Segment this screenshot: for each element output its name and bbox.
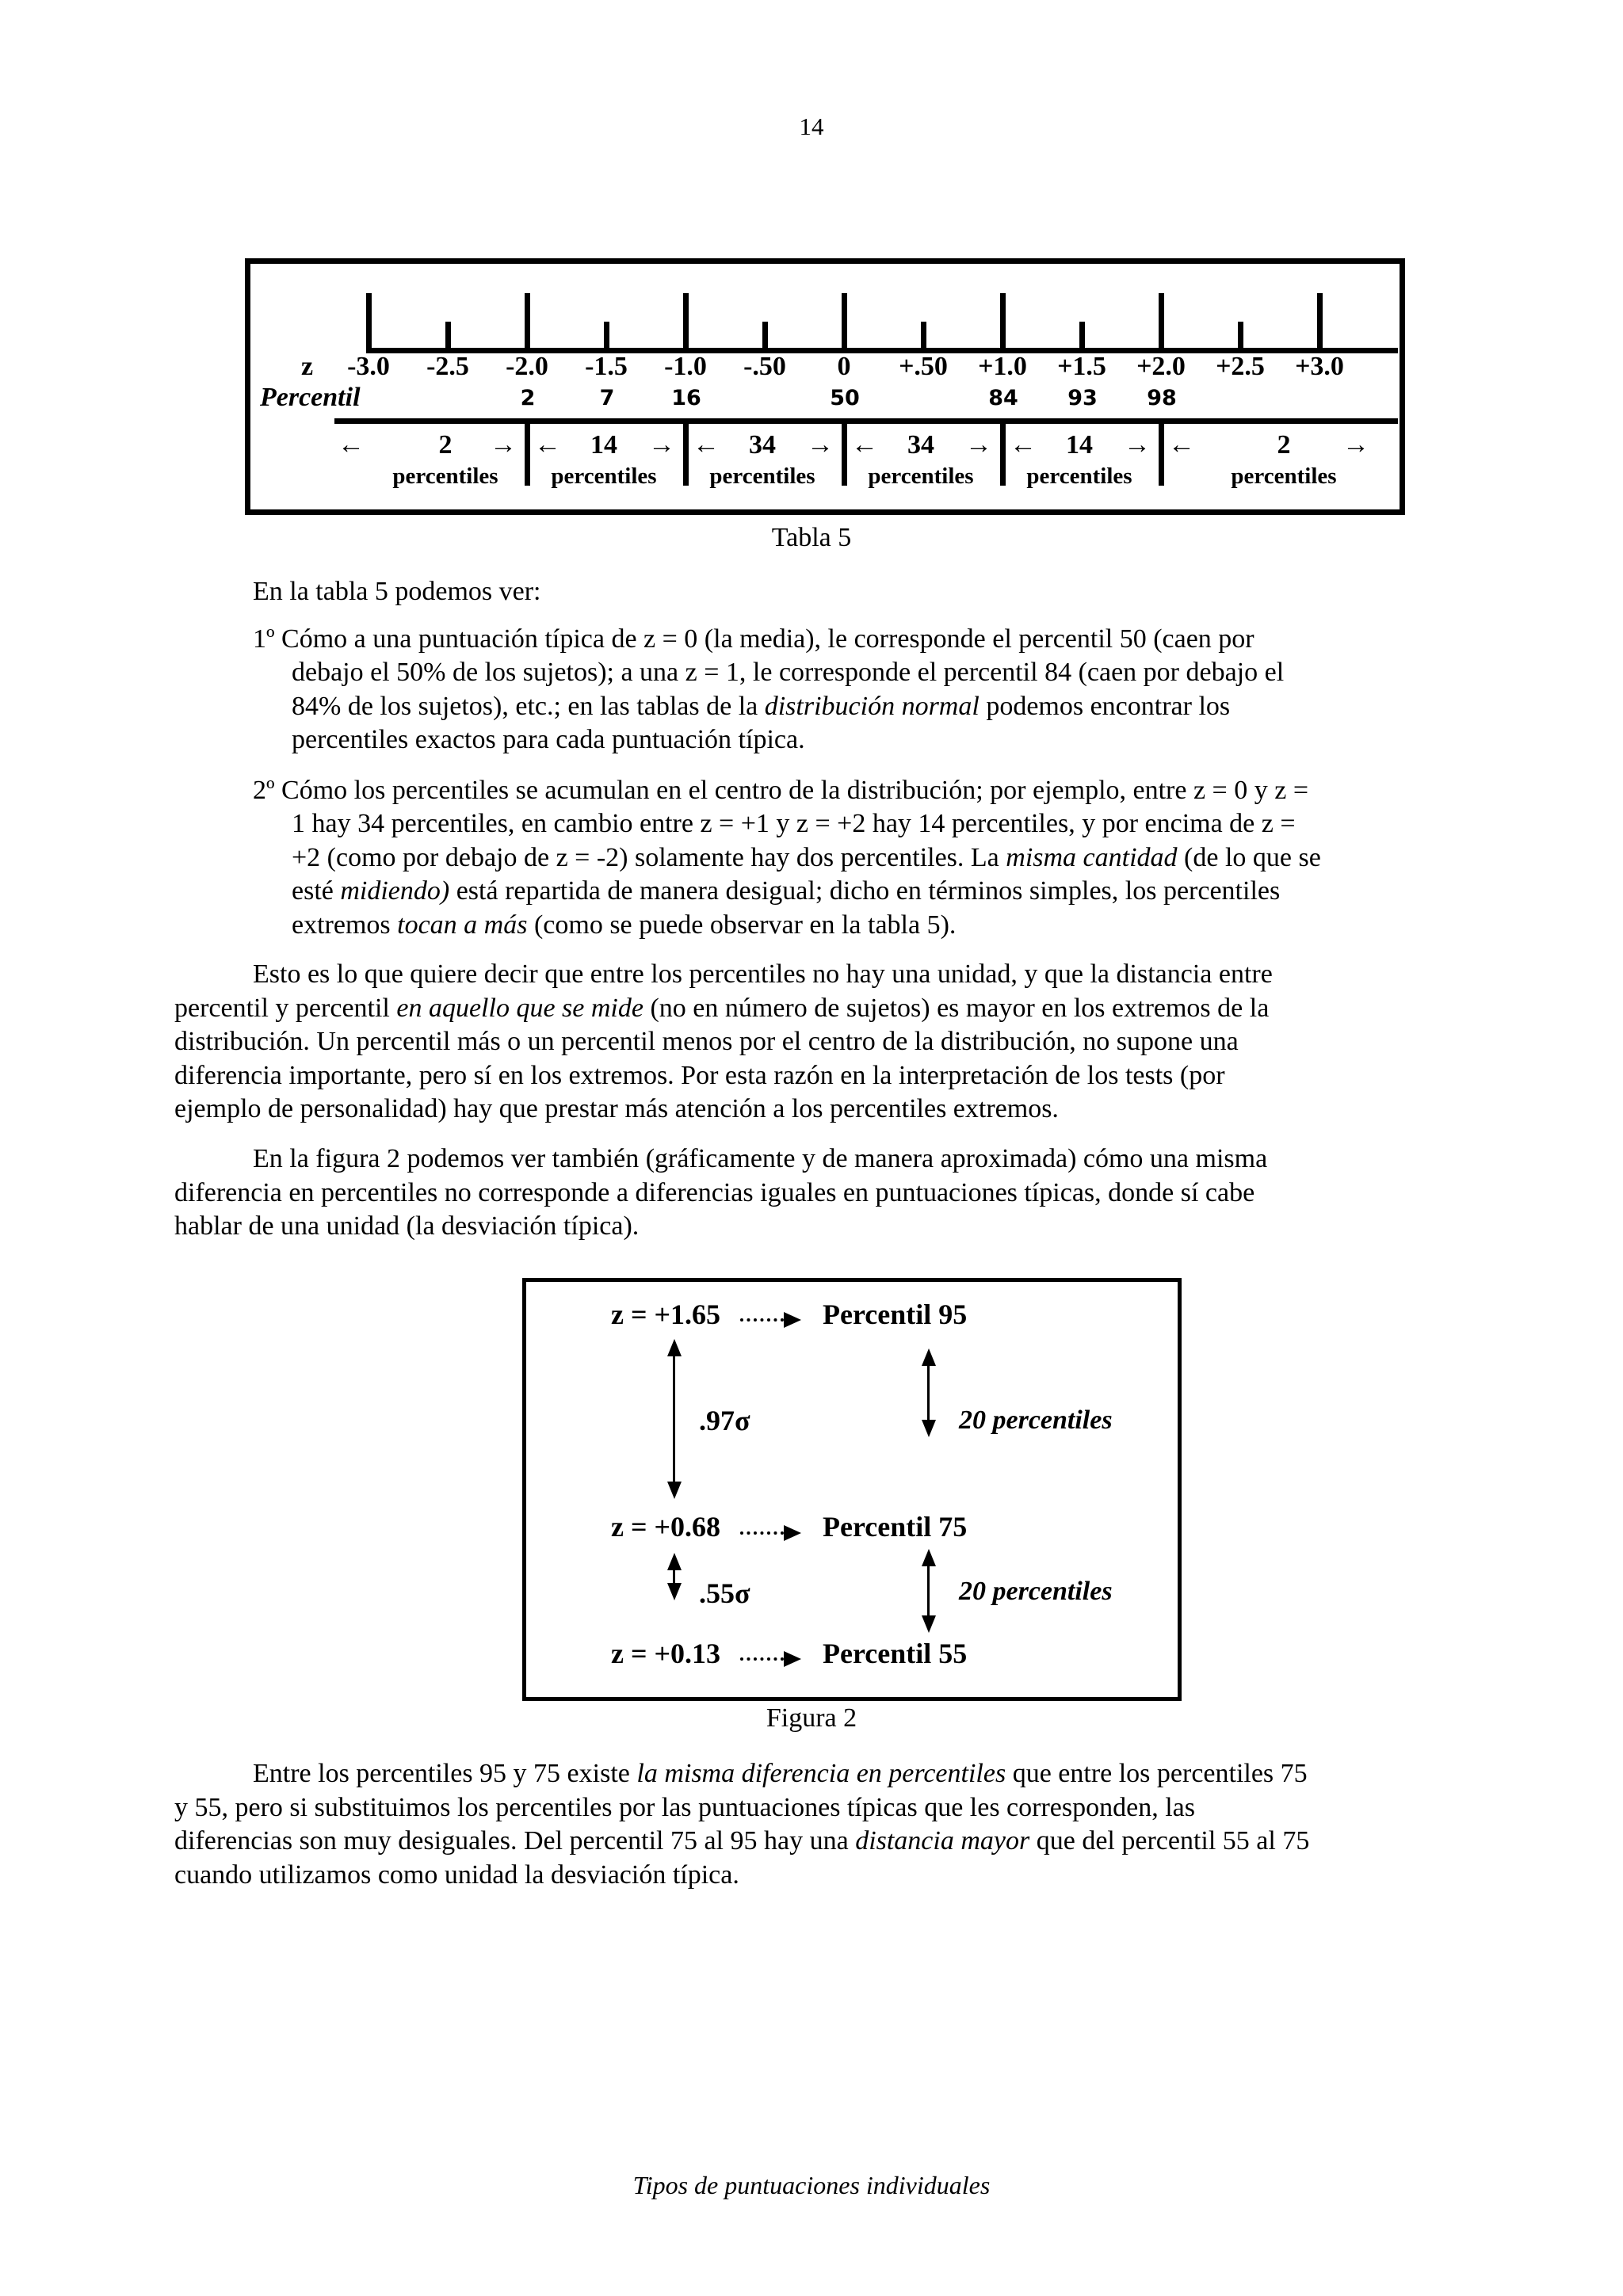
z-value: -1.5 [585,352,628,381]
text-span: que del percentil 55 al 75 [1029,1826,1310,1855]
text-span: (como se puede observar en la tabla 5). [527,910,957,940]
percentile-label: Percentil 75 [823,1511,968,1543]
band-label: percentiles [1231,463,1337,489]
right-arrow: → [807,430,834,460]
double-arrow-shaft [927,1364,930,1421]
band-label: percentiles [392,463,498,489]
z-value: +1.5 [1057,352,1106,381]
text-line: 1º Cómo a una puntuación típica de z = 0 (la media), le corresponde el percentil 50 (caen por [253,624,1254,654]
italic-span: misma cantidad [1006,842,1178,872]
band-label: percentiles [551,463,657,489]
right-arrow: → [648,430,675,460]
double-arrow-shaft [927,1565,930,1617]
text-span: (no en número de sujetos) es mayor en los extremos de la [643,993,1270,1023]
page-number: 14 [799,113,824,140]
text-line [174,992,1453,1026]
up-arrow-icon [922,1549,936,1566]
left-arrow: ← [338,430,365,460]
list-item-2-cont [292,807,1453,942]
right-arrow-icon [784,1525,801,1541]
intro-text: En la tabla 5 podemos ver: [253,577,541,606]
band-value: 34 [749,430,776,460]
down-arrow-icon [667,1482,682,1499]
dotted-connector [740,1318,784,1322]
left-arrow: ← [534,430,561,460]
paragraph-3 [174,958,1453,1127]
right-arrow-icon [784,1312,801,1328]
text-span: podemos encontrar los [979,691,1231,721]
text-line: percentiles exactos para cada puntuación típica. [292,725,805,754]
text-line [292,875,1453,909]
tick-minor [762,322,768,351]
text-line: 1 hay 34 percentiles, en cambio entre z = +1 y z = +2 hay 14 percentiles, y por encima de z = [292,809,1296,838]
text-line: En la figura 2 podemos ver también (gráficamente y de manera aproximada) cómo una misma [253,1144,1268,1173]
text-line: ejemplo de personalidad) hay que prestar más atención a los percentiles extremos. [174,1094,1059,1123]
tick-major [683,293,689,351]
z-value: +2.0 [1136,352,1186,381]
z-value: -1.0 [664,352,707,381]
text-span: diferencias son muy desiguales. Del percentil 75 al 95 hay una [174,1826,856,1855]
right-arrow: → [1342,430,1369,460]
text-span: +2 (como por debajo de z = -2) solamente hay dos percentiles. La [292,842,1006,872]
z-value: -2.0 [506,352,548,381]
text-span: (de lo que se [1177,842,1321,872]
band-label: percentiles [868,463,974,489]
tick-major [1000,293,1006,351]
tick-major [525,293,530,351]
z-row-header: z [301,352,314,381]
text-line: 2º Cómo los percentiles se acumulan en el centro de la distribución; por ejemplo, entre z = 0 y z = [253,776,1308,805]
text-line [174,1825,1453,1859]
text-span: esté [292,876,341,906]
band-label: percentiles [709,463,815,489]
z-value: -2.5 [426,352,469,381]
text-line [292,841,1453,875]
percentil-row-header: Percentil [260,383,361,412]
page-footer: Tipos de puntuaciones individuales [632,2171,991,2199]
tick-major [366,293,372,351]
text-span: extremos [292,910,398,940]
double-arrow-shaft [673,1569,675,1585]
text-line [292,690,1453,724]
z-value: -.50 [743,352,786,381]
left-arrow: ← [1168,430,1195,460]
down-arrow-icon [922,1615,936,1633]
tick-minor [1079,322,1085,351]
left-arrow: ← [1010,430,1037,460]
text-line [174,1757,1453,1791]
percentile-value: 84 [988,386,1018,410]
z-value: -3.0 [347,352,390,381]
z-value: +.50 [899,352,948,381]
percentile-value: 93 [1067,386,1098,410]
tick-minor [1238,322,1243,351]
italic-span: distribución normal [764,691,980,721]
text-line: cuando utilizamos como unidad la desviación típica. [174,1859,739,1890]
percentile-value: 16 [671,386,701,410]
down-arrow-icon [922,1420,936,1437]
text-span: percentil y percentil [174,993,397,1023]
italic-span: distancia mayor [855,1826,1030,1855]
band-value: 2 [1277,430,1291,460]
z-score-label: z = +1.65 [611,1299,721,1330]
tick-major [1159,293,1164,351]
z-value: +3.0 [1295,352,1344,381]
sigma-difference: .55σ [699,1577,750,1609]
table-caption: Tabla 5 [771,523,852,552]
tick-minor [604,322,609,351]
tick-major [842,293,847,351]
table-5 [245,258,1405,515]
z-value: +2.5 [1216,352,1265,381]
right-arrow: → [1124,430,1151,460]
text-line: distribución. Un percentil más o un percentil menos por el centro de la distribución, no supone una [174,1027,1239,1056]
sigma-difference: .97σ [699,1405,750,1436]
band-value: 14 [590,430,617,460]
italic-span: tocan a más [397,910,528,940]
paragraph-5 [174,1757,1453,1892]
tick-minor [445,322,451,351]
list-item-1 [253,623,1453,657]
up-arrow-icon [667,1339,682,1356]
percentile-value: 2 [520,386,536,410]
right-arrow: → [965,430,992,460]
z-score-label: z = +0.68 [611,1511,721,1543]
left-arrow: ← [851,430,878,460]
text-span: 84% de los sujetos), etc.; en las tablas de la [292,691,765,721]
band-value: 14 [1066,430,1093,460]
percentile-value: 98 [1147,386,1177,410]
up-arrow-icon [667,1553,682,1570]
text-line: Esto es lo que quiere decir que entre los percentiles no hay una unidad, y que la distancia entre [253,959,1273,989]
text-line: debajo el 50% de los sujetos); a una z = 1, le corresponde el percentil 84 (caen por debajo el [292,658,1285,687]
band-value: 2 [438,430,453,460]
percentile-difference: 20 percentiles [959,1577,1113,1606]
text-span: que entre los percentiles 75 [1006,1759,1308,1788]
text-line: diferencia en percentiles no corresponde a diferencias iguales en puntuaciones típicas, donde sí cabe [174,1177,1255,1207]
text-line: hablar de una unidad (la desviación típica). [174,1211,640,1241]
up-arrow-icon [922,1348,936,1366]
z-score-label: z = +0.13 [611,1638,721,1669]
double-arrow-shaft [673,1355,675,1483]
dotted-connector [740,1657,784,1661]
figure-2 [522,1278,1182,1701]
text-span: Entre los percentiles 95 y 75 existe [253,1759,637,1788]
figure-caption: Figura 2 [766,1703,857,1733]
tick-major [1317,293,1323,351]
percentile-label: Percentil 55 [823,1638,968,1669]
left-arrow: ← [693,430,720,460]
z-value: +1.0 [978,352,1027,381]
list-item-2 [253,774,1453,808]
band-label: percentiles [1026,463,1132,489]
right-arrow: → [490,430,517,460]
band-separator [1159,424,1164,486]
down-arrow-icon [667,1583,682,1600]
text-span: está repartida de manera desigual; dicho en términos simples, los percentiles [449,876,1281,906]
italic-span: en aquello que se mide [396,993,643,1023]
text-line: diferencia importante, pero sí en los extremos. Por esta razón en la interpretación de los tests (por [174,1060,1225,1090]
text-line: y 55, pero si substituimos los percentiles por las puntuaciones típicas que les corresponden, las [174,1792,1195,1822]
percentile-value: 50 [830,386,860,410]
percentile-value: 7 [599,386,615,410]
list-item-1-cont [292,656,1453,757]
paragraph-4 [174,1142,1453,1244]
text-line [292,909,1453,943]
z-value: 0 [837,352,851,381]
scale-line-bottom [334,418,1398,424]
italic-span: la misma diferencia en percentiles [636,1759,1006,1788]
dotted-connector [740,1531,784,1535]
percentile-difference: 20 percentiles [959,1405,1113,1435]
right-arrow-icon [784,1651,801,1667]
percentile-label: Percentil 95 [823,1299,968,1330]
band-value: 34 [907,430,934,460]
tick-minor [921,322,926,351]
italic-span: midiendo) [340,876,450,906]
